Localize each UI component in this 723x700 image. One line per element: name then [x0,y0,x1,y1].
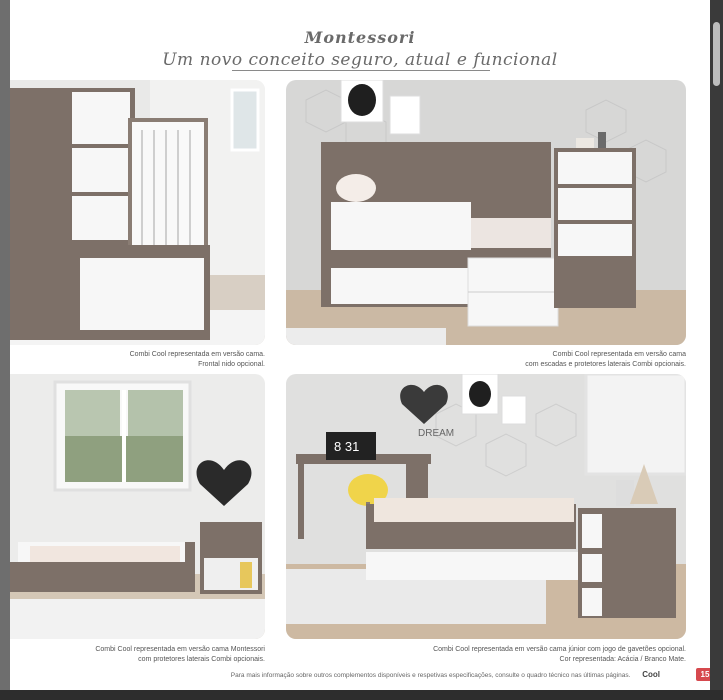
caption-photo-3-line1: Combi Cool representada em versão cama Montessori [95,646,265,653]
caption-photo-2 [286,350,686,370]
photo-bed-with-steps [286,80,686,345]
caption-photo-4-line1: Combi Cool representada em versão cama júnior com jogo de gavetões opcional. [433,646,686,653]
footer-note [10,670,660,679]
page-subtitle: Um novo conceito seguro, atual e funcional [162,50,558,70]
caption-photo-1 [10,350,265,370]
caption-photo-2-line1: Combi Cool representada em versão cama [552,351,686,358]
desk-clock: 8 31 [334,439,360,454]
caption-photo-2-line2: com escadas e protetores laterais Combi opcionais. [525,361,686,368]
catalog-page [10,0,710,690]
caption-photo-3 [10,645,265,665]
caption-photo-1-line2: Frontal nido opcional. [198,361,265,368]
title-underline [232,70,490,71]
scrollbar-thumb[interactable] [713,22,720,86]
footer-note-text: Para mais informação sobre outros complementos disponíveis e respetivas especificações, consulte o quadro técnico nas últimas páginas. [230,672,631,679]
photo-montessori-bed [10,374,265,639]
wall-sign: DREAM [418,428,455,439]
caption-photo-3-line2: com protetores laterais Combi opcionais. [138,656,265,663]
caption-photo-4-line2: Cor representada: Acácia / Branco Mate. [559,656,686,663]
photo-crib-version-bed [10,80,265,345]
footer-brand: Cool [642,670,660,679]
page-number-badge: 15 [696,668,710,681]
photo-junior-bed-desk [286,374,686,639]
caption-photo-4 [286,645,686,665]
vertical-scrollbar[interactable] [710,0,723,700]
caption-photo-1-line1: Combi Cool representada em versão cama. [129,351,265,358]
page-title: Montessori [304,28,416,47]
bottom-edge-bar [0,690,723,700]
